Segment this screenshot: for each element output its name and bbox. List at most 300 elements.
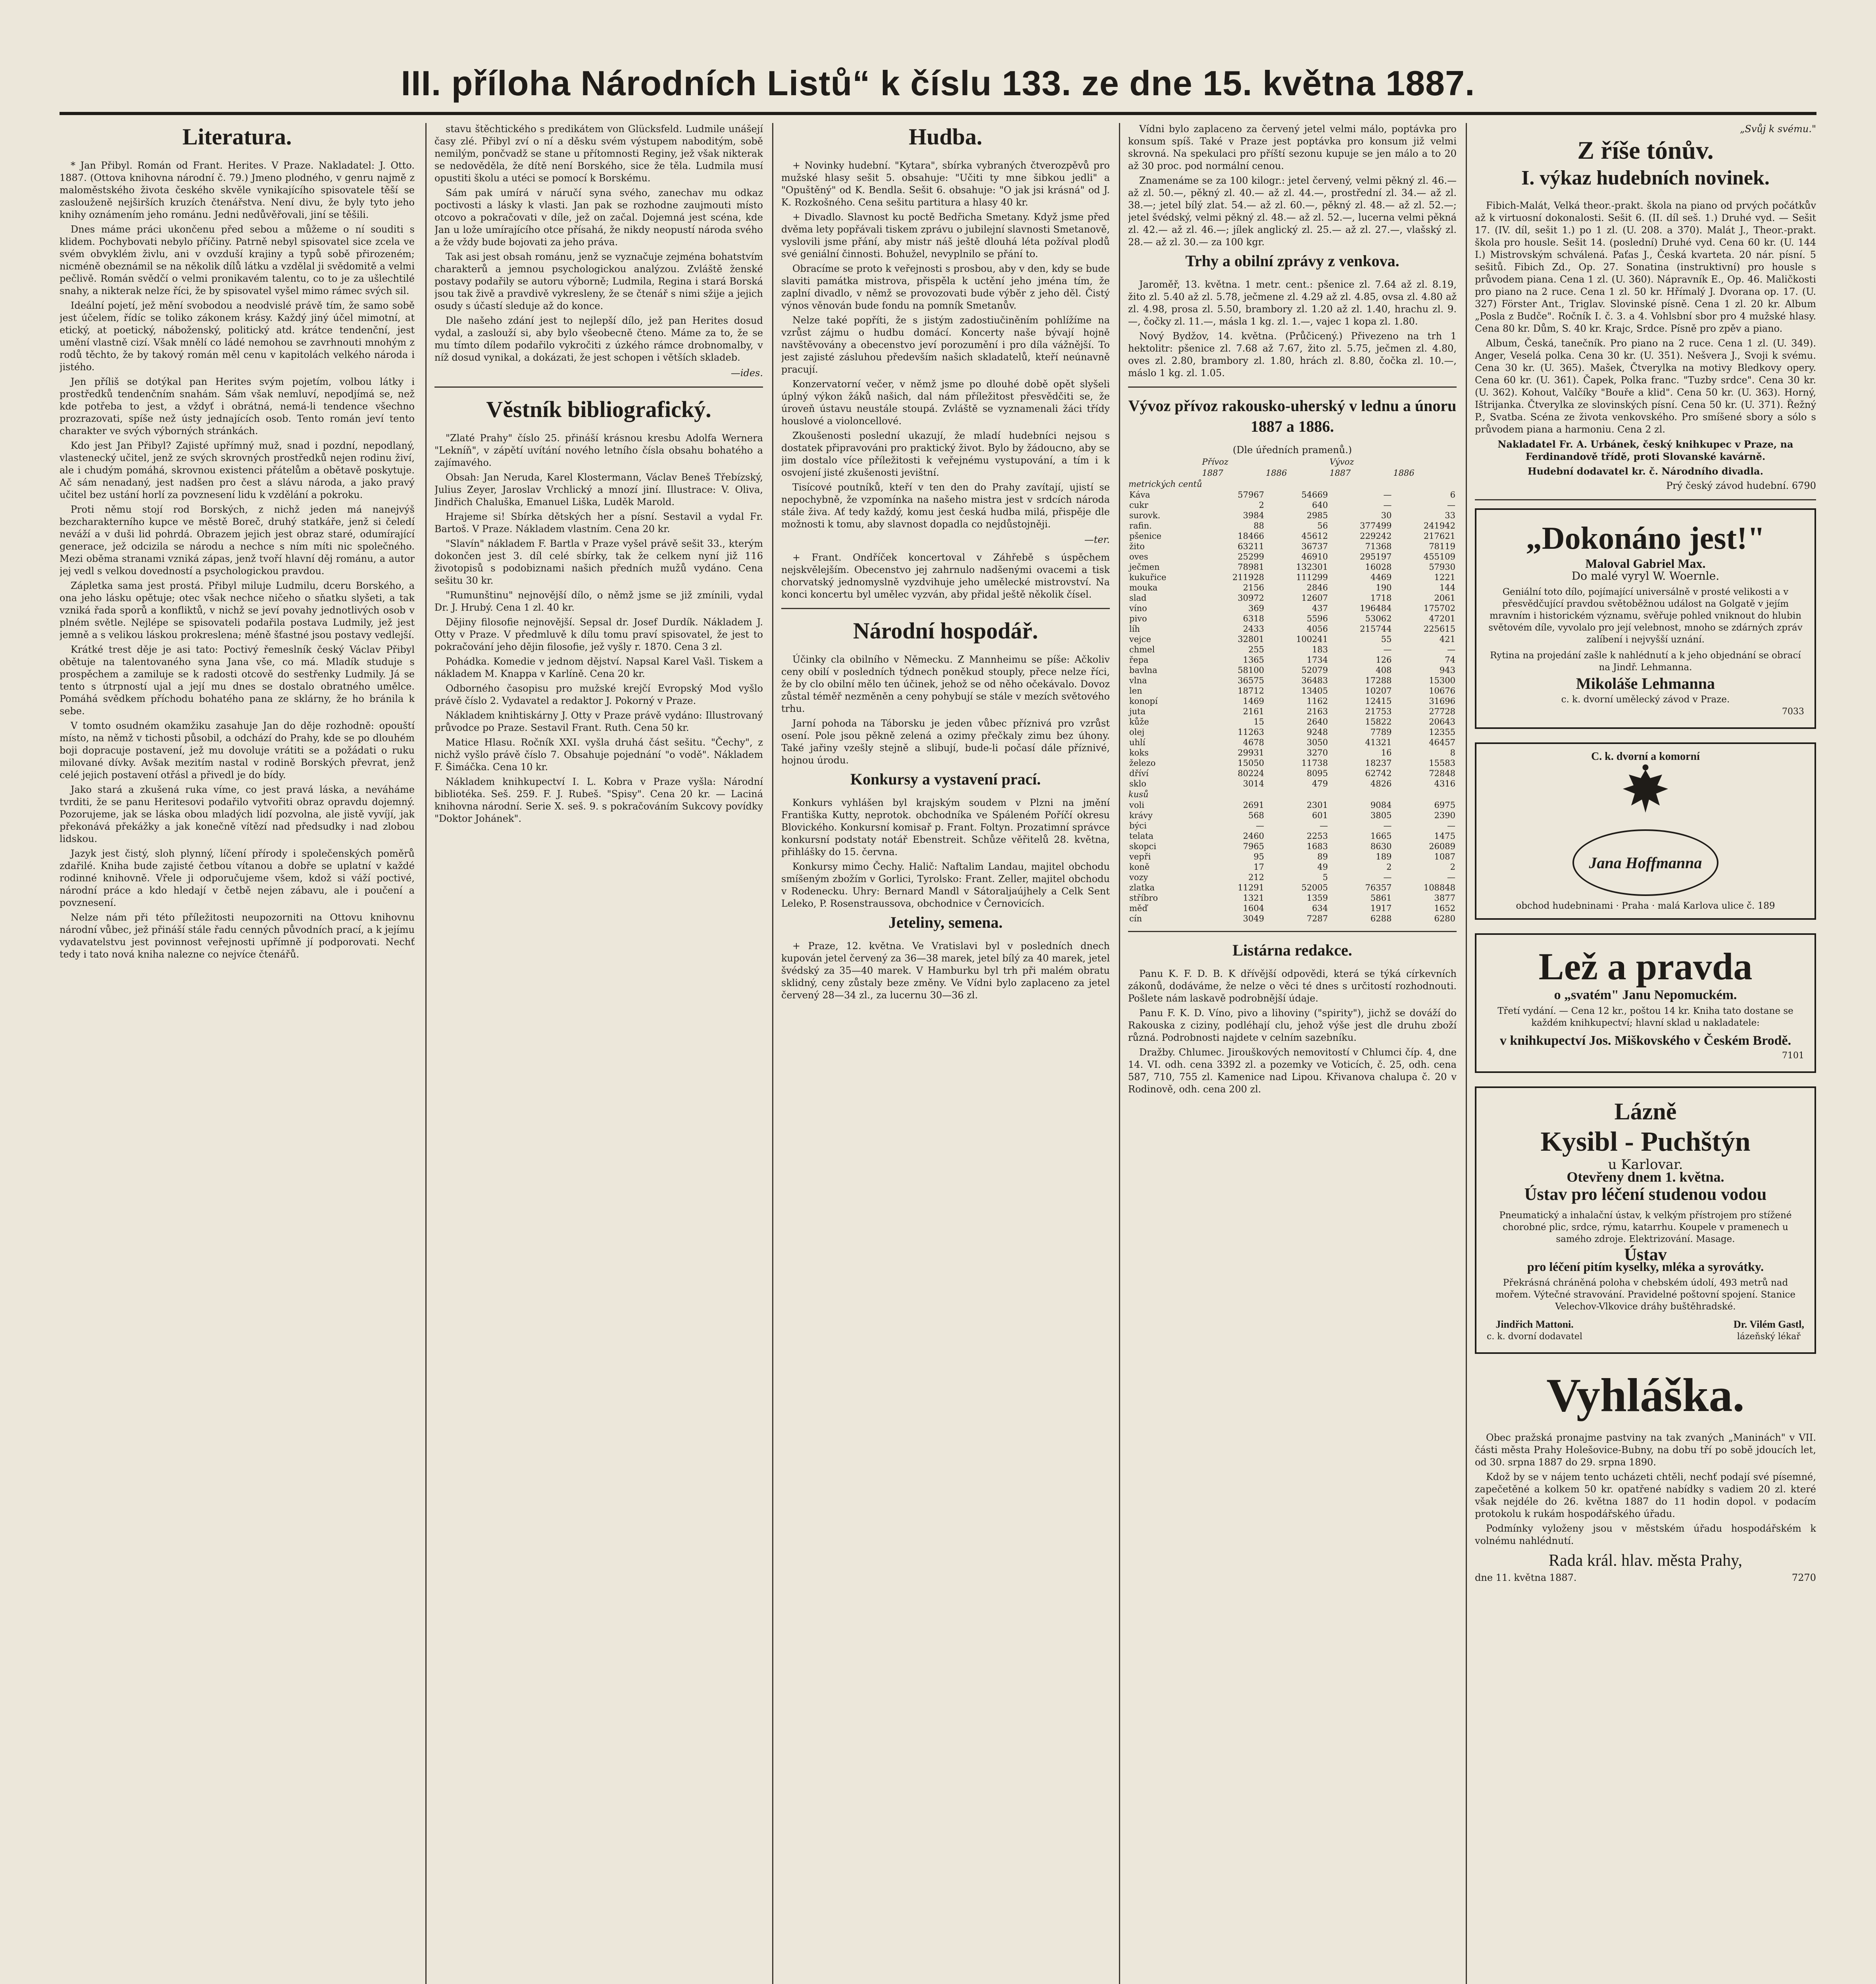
article-paragraph: Tisícové poutníků, kteří v ten den do Prahy zavítají, ujistí se nepochybně, že vzpomínka na našeho mistra jest v srdcích národa stále živa. Ať tedy každý, komu jest česká hudba milá, přispěje dle možnosti k tomu, aby slavnost dopadla co nejdůstojněji. (781, 482, 1110, 530)
table-cell: krávy (1129, 811, 1153, 820)
ad-signature-owner: Jindřich Mattoni. c. k. dvorní dodavatel (1487, 1319, 1583, 1342)
table-cell: chmel (1129, 645, 1155, 654)
table-cell: uhlí (1129, 738, 1146, 747)
table-cell: 1321 (1243, 893, 1265, 903)
ad-headline: Kysibl - Puchštýn (1540, 1127, 1751, 1157)
table-cell: býci (1129, 821, 1147, 831)
table-row (1128, 696, 1457, 706)
table-cell: 15050 (1238, 758, 1265, 768)
table-cell: 126 (1376, 655, 1392, 665)
column-advertisements (1475, 123, 1816, 1984)
table-cell: 377499 (1360, 521, 1392, 531)
column-divider (425, 123, 427, 1984)
table-cell: 8095 (1307, 769, 1328, 778)
table-header: 1886 (1266, 468, 1287, 478)
table-cell: pivo (1129, 614, 1147, 623)
article-paragraph: Tak asi jest obsah románu, jenž se vyznačuje zejména bohatstvím charakterů a jemnou psychologickou analýzou. Zvláště ženské postavy podařily se autoru výborně; Ludmila, Regina i stará Borská jsou tak živě a pravdivě vykresleny, že se čtenář s nimi sžije a jejich osudy s účastí sleduje až do konce. (434, 251, 763, 311)
table-cell: 1365 (1243, 655, 1265, 665)
table-header: 1886 (1393, 468, 1415, 478)
table-cell: cukr (1129, 500, 1149, 510)
table-cell: 5596 (1307, 614, 1328, 623)
article-paragraph: + Praze, 12. května. Ve Vratislavi byl v posledních dnech kupován jetel červený za 36—38 marek, jetel bílý za 40 marek, jetel švédský za 35—40 marek. V Hamburku byl trh při malém obratu sklidný, ceny zůstaly beze změny. Ve Vídni bylo zaplaceno za jetel červený 28—34 zl., za lucernu 30—36 zl. (781, 940, 1110, 1001)
article-paragraph: stavu štěchtického s predikátem von Glücksfeld. Ludmile unášejí časy zlé. Přibyl zví o ní a děsku svém výstupem naboditým, sobě nemilým, pončvadž se stane u přítomnosti Reginy, jež však nikterak se nedověděla, že dítě není Borského, sice že těla. Ludmila musí opustiti školu a utéci se pomocí k Borskému. (434, 123, 763, 184)
table-cell: 295197 (1360, 552, 1392, 561)
ad-subtitle: Ústav pro léčení studenou vodou (1524, 1184, 1767, 1204)
table-cell: 241942 (1423, 521, 1455, 531)
table-cell: 1359 (1307, 893, 1328, 903)
table-cell: — (1447, 645, 1455, 654)
table-cell: 88 (1253, 521, 1265, 531)
table-cell: 6318 (1243, 614, 1265, 623)
table-cell: 4826 (1370, 779, 1392, 788)
column-markets-trade (1128, 123, 1457, 1984)
table-cell: 1087 (1434, 852, 1455, 861)
publisher-note: Hudební dodavatel kr. č. Národního divadla. (1528, 465, 1763, 477)
table-cell: 3014 (1243, 779, 1265, 788)
table-cell: 71368 (1365, 542, 1392, 551)
section-title-trhy: Trhy a obilní zprávy z venkova. (1185, 252, 1399, 270)
ad-body: Pneumatický a inhalační ústav, k velkým přístrojem pro stížené chorobné plic, srdce, rýmu, katarrhu. Koupele v pramenech u samého zdroje. Elektrizování. Masage. (1499, 1210, 1792, 1244)
section-title-narodni-hospodar: Národní hospodář. (853, 618, 1038, 644)
article-paragraph: Sám pak umírá v náručí syna svého, zanechav mu odkaz poctivosti a lásky k vlasti. Jan pak se rozhodne zaujmouti místo otcovo a pokračovati v díle, jež on začal. Dojemná jest scéna, kde Jan u lože umírajícího otce přísahá, že nikdy neopustí národa svého a že vždy bude bojovati za jeho práva. (434, 187, 763, 248)
section-title-literatura: Literatura. (182, 124, 292, 150)
table-cell: 15 (1253, 717, 1265, 727)
table-cell: 2161 (1243, 707, 1265, 716)
table-cell: 17288 (1365, 676, 1392, 685)
column-literatura (60, 123, 415, 1984)
table-cell: 1469 (1243, 696, 1265, 706)
table-cell: 943 (1439, 665, 1455, 675)
table-cell: 36483 (1301, 676, 1328, 685)
ad-headline: „Dokonáno jest!" (1526, 521, 1765, 556)
table-cell: 11263 (1238, 727, 1265, 737)
table-cell: 479 (1312, 779, 1328, 788)
table-cell: 21753 (1365, 707, 1392, 716)
table-row (1128, 624, 1457, 634)
table-cell: — (1256, 821, 1265, 831)
table-cell: Káva (1129, 490, 1150, 500)
article-paragraph: Dražby. Chlumec. Jirouškových nemovitostí v Chlumci číp. 4, dne 14. VI. odh. cena 3392 zl. a pozemky ve Voticích, č. 25, odh. cena 587, 710, 755 zl. Kamenice nad Lipou. Křivanova chalupa č. 20 v Rodinově, odh. cena 200 zl. (1128, 1047, 1457, 1095)
table-cell: 31696 (1429, 696, 1455, 706)
table-cell: 1221 (1434, 573, 1455, 582)
table-cell: slad (1129, 593, 1147, 603)
table-cell: 25299 (1238, 552, 1265, 561)
table-row (1128, 903, 1457, 913)
table-cell: 26089 (1429, 842, 1455, 851)
table-cell: 408 (1376, 665, 1392, 675)
table-cell: 255 (1248, 645, 1265, 654)
table-cell: 32801 (1238, 634, 1265, 644)
article-paragraph: Konzervatorní večer, v němž jsme po dlouhé době opět slyšeli úplný výkon žáků našich, dal nám příležitost přesvědčiti se, že úroveň ústavu neustále stoupá. Zvláště se vyznamenali žáci třídy houslové a violoncellové. (781, 379, 1110, 427)
table-cell: 2061 (1434, 593, 1455, 603)
publisher-slogan: Prý český závod hudební. 6790 (1666, 480, 1816, 491)
notice-signatory: Rada král. hlav. města Prahy, (1549, 1551, 1742, 1570)
table-body-livestock (1128, 800, 1457, 882)
table-unit-label: metrických centů (1128, 479, 1202, 489)
author-signature: —ides. (730, 367, 763, 379)
table-cell: 95 (1253, 852, 1265, 861)
table-header-row (1128, 456, 1457, 467)
table-cell: 1162 (1307, 696, 1328, 706)
article-paragraph: Nový Bydžov, 14. května. (Průčicený.) Přivezeno na trh 1 hektolitr: pšenice zl. 7.68 až 7.67, žito zl. 5.75, ječmen zl. 4.80, oves zl. 2.80, brambory zl. 1.80, hrách zl. 8.80, čočka zl. 10.—, máslo 1 kg. zl. 1.05. (1128, 331, 1457, 379)
ad-headline: Lázně (1614, 1098, 1677, 1125)
table-cell: 601 (1312, 811, 1328, 820)
table-row (1128, 717, 1457, 727)
table-cell: 18712 (1238, 686, 1265, 696)
table-row (1128, 800, 1457, 810)
table-cell: rafin. (1129, 521, 1152, 531)
table-cell: 175702 (1423, 604, 1455, 613)
table-cell: 421 (1439, 634, 1455, 644)
table-body-metals (1128, 882, 1457, 924)
table-row (1128, 593, 1457, 603)
table-cell: — (1383, 821, 1392, 831)
section-rule (781, 608, 1110, 609)
table-cell: 78981 (1238, 562, 1265, 572)
corner-slogan: „Svůj k svému." (1740, 123, 1816, 135)
bibliography-entry: Nákladem knihtiskárny J. Otty v Praze právě vydáno: Illustrovaný průvodce po Praze. Sestavil Frant. Ruth. Cena 50 kr. (434, 710, 763, 733)
column-divider (1119, 123, 1120, 1984)
table-cell: 16028 (1365, 562, 1392, 572)
table-cell: 2 (1386, 862, 1392, 872)
table-cell: stříbro (1129, 893, 1158, 903)
table-header: Přívoz (1202, 457, 1228, 467)
table-header (1393, 456, 1457, 467)
notice-paragraph: Obec pražská pronajme pastviny na tak zvaných „Maninách" v VII. části města Prahy Holešovice-Bubny, na dobu tří po sobě jdoucích let, od 30. srpna 1887 do 29. srpna 1890. (1475, 1432, 1816, 1468)
table-cell: dříví (1129, 769, 1149, 778)
table-cell: 108848 (1423, 883, 1455, 892)
table-cell: 100241 (1296, 634, 1328, 644)
section-rule (1128, 386, 1457, 388)
table-cell: 11291 (1238, 883, 1265, 892)
bibliography-entry: Hrajeme si! Sbírka dětských her a písní. Sestavil a vydal Fr. Bartoš. V Praze. Nákladem vlastním. Cena 20 kr. (434, 511, 763, 534)
article-paragraph: Dnes máme práci ukončenu před sebou a můžeme o ní souditi s klidem. Pochybovati nebylo příčiny. Patrně nebyl spisovatel sice zcela ve svém obvyklém živlu, ani v ovzduší krajiny a typů sobě přirozeném; nicméně obeznámil se na několik dílů látku a vzdělal ji svědomitě a velmi pečlivě. Román svědčí o velmi pronikavém talentu, co to je za ušlechtilé snahy, a nikterak nelze říci, že by spisovatel vyšel mimo rámec svých sil. (60, 224, 415, 296)
table-cell: sklo (1129, 779, 1146, 788)
bibliography-entry: Matice Hlasu. Ročník XXI. vyšla druhá část sešitu. "Čechy", z nichž vyšlo právě číslo 7. Obsahuje pojednání "o vodě". Nákladem F. Šimáčka. Cena 10 kr. (434, 737, 763, 773)
table-row (1128, 913, 1457, 924)
table-cell: 2640 (1307, 717, 1328, 727)
table-cell: 2 (1259, 500, 1265, 510)
table-cell: žito (1129, 542, 1145, 551)
table-cell: 4056 (1307, 624, 1328, 634)
table-row (1128, 675, 1457, 686)
bibliography-entry: "Rumunštinu" nejnovější dílo, o němž jsme se již zmínili, vydal Dr. J. Hrubý. Cena 1 zl. 40 kr. (434, 590, 763, 613)
table-cell: 2163 (1307, 707, 1328, 716)
ad-publisher: v knihkupectví Jos. Miškovského v Českém Brodě. (1499, 1033, 1791, 1048)
table-header (1128, 456, 1201, 467)
table-row (1128, 613, 1457, 624)
table-cell: konopí (1129, 696, 1158, 706)
table-cell: 12607 (1301, 593, 1328, 603)
table-cell: 568 (1248, 811, 1265, 820)
table-row (1128, 893, 1457, 903)
table-cell: 2390 (1434, 811, 1455, 820)
table-cell: skopci (1129, 842, 1157, 851)
article-paragraph: Zkoušenosti poslední ukazují, že mladí hudebníci nejsou s dostatek připravováni pro praktický život. Bylo by žádoucno, aby se jim dostalo více příležitosti k veřejnému vystupování, a tím i k osvojení jisté zkušenosti jevištní. (781, 430, 1110, 478)
table-cell: 6975 (1434, 800, 1455, 810)
table-cell: cín (1129, 914, 1142, 923)
article-paragraph: Nelze nám při této příležitosti neupozorniti na Ottovu knihovnu národní vůbec, jež přináší stále řadu cenných původních prací, a k jejímu vydavatelstvu jest povinnost veřejnosti upřímně jí podporovati. Nechť tedy i tato nová kniha nalezne co nejvíce čtenářů. (60, 912, 415, 960)
table-cell: 132301 (1296, 562, 1328, 572)
ad-number: 7033 (1782, 707, 1804, 717)
table-row (1128, 831, 1457, 841)
table-cell: — (1383, 500, 1392, 510)
imperial-eagle-icon (1616, 763, 1675, 822)
table-header (1128, 467, 1201, 479)
article-paragraph: V tomto osudném okamžiku zasahuje Jan do děje rozhodně: opouští místo, na němž v tichosti působil, a odchází do Prahy, kde se po dlouhém boji dopracuje postavení, jež mu dovoluje vrátiti se a požádati o ruku milované dívky. Avšak mezitím nastal v rodině Borských převrat, jenž celé jejich postavení otřásl a přivedl je do bídy. (60, 720, 415, 781)
table-cell: vepři (1129, 852, 1151, 861)
table-cell: 212 (1248, 873, 1265, 882)
table-cell: 634 (1312, 904, 1328, 913)
ad-hoffmann (1475, 742, 1816, 920)
table-cell: 45612 (1301, 531, 1328, 541)
ad-body: Geniální toto dílo, pojímající universálně v prosté velikosti a v přesvědčující pravdou světoběžnou událost na Golgatě v jejím mravním i historickém významu, svěřuje pohled vniknout do hlubin světovém díle, vyvolalo pro její velebnost, mnoho se zdárných zpráv zalíbení i nejvyšší uznání. (1488, 587, 1803, 645)
table-cell: — (1447, 873, 1455, 882)
table-row (1128, 665, 1457, 675)
table-cell: len (1129, 686, 1142, 696)
article-paragraph: * Jan Přibyl. Román od Frant. Herites. V Praze. Nakladatel: J. Otto. 1887. (Ottova knihovna národní č. 79.) Jmeno plodného, v genru najmě z maloměstského života českého skvěle vynikajícího spisovatele těší se zaslouženě nejširších kruzích čtenářstva. Není divu, že byly tyto jeho knihy oznámením jeho románu. Jedni nedůvěřovali, jiní se těšili. (60, 160, 415, 220)
article-paragraph: Vídni bylo zaplaceno za červený jetel velmi málo, poptávka pro konsum spíš. Také v Praze jest poptávka pro konsum již velmi skrovná. Na spekulaci pro příští sezonu kupuje se jen málo a to 20 až 30 proc. pod normální cenou. (1128, 123, 1457, 171)
article-paragraph: Znamenáme se za 100 kilogr.: jetel červený, velmi pěkný zl. 46.— až zl. 50.—, pěkný zl. 40.— až zl. 44.—, prostřední zl. 34.— až zl. 38.—; jetel bílý zlat. 54.— až zl. 60.—, pěkný zl. 48.— až zl. 52.—; jetel švédský, velmi pěkný zl. 48.— až zl. 52.—, lucerna velmi pěkná zl. 42.— až zl. 46.—; jílek anglický zl. 25.— až zl. 27.—, vlašský zl. 28.— až zl. 30.— za 100 kgr. (1128, 175, 1457, 248)
table-cell: 1665 (1370, 831, 1392, 841)
table-row (1128, 841, 1457, 852)
table-cell: 144 (1439, 583, 1455, 592)
table-header: 1887 (1202, 468, 1223, 478)
table-cell: 7965 (1243, 842, 1265, 851)
table-cell: 1652 (1434, 904, 1455, 913)
hoffmann-logo: Jana Hoffmanna (1572, 829, 1718, 896)
table-cell: řepa (1129, 655, 1149, 665)
table-row (1128, 490, 1457, 500)
table-row (1128, 862, 1457, 872)
table-cell: kůže (1129, 717, 1149, 727)
table-row (1128, 706, 1457, 717)
table-cell: 3270 (1307, 748, 1328, 757)
table-row (1128, 748, 1457, 758)
table-cell: 2691 (1243, 800, 1265, 810)
table-row (1128, 500, 1457, 510)
table-cell: 54669 (1301, 490, 1328, 500)
notice-paragraph: Podmínky vyloženy jsou v městském úřadu hospodářském k volnému nahlédnutí. (1475, 1523, 1816, 1546)
table-cell: bavlna (1129, 665, 1157, 675)
ad-subtitle: Ústav (1624, 1245, 1667, 1264)
notice-title: Vyhláška. (1546, 1369, 1745, 1421)
table-cell: zlatka (1129, 883, 1155, 892)
table-cell: olej (1129, 727, 1145, 737)
table-cell: 3877 (1434, 893, 1455, 903)
table-cell: 6280 (1434, 914, 1455, 923)
notice-date: dne 11. května 1887. (1475, 1572, 1577, 1583)
table-row (1128, 531, 1457, 541)
table-cell: 8630 (1370, 842, 1392, 851)
table-cell: 4469 (1370, 573, 1392, 582)
table-cell: vozy (1129, 873, 1148, 882)
article-paragraph: Panu K. F. D. B. K dřívější odpovědi, která se týká církevních zákonů, dodáváme, že nelze o věci té dnes s určitostí rozhodnouti. Pošlete nám laskavě podrobnější údaje. (1128, 968, 1457, 1004)
table-header: Vývoz (1329, 457, 1354, 467)
table-cell: měď (1129, 904, 1148, 913)
table-row (1128, 872, 1457, 882)
table-cell: 30972 (1238, 593, 1265, 603)
article-paragraph: Jaroměř, 13. května. 1 metr. cent.: pšenice zl. 7.64 až zl. 8.19, žito zl. 5.40 až zl. 5.78, ječmene zl. 4.29 až zl. 4.85, ovsa zl. 4.80 až zl. 4.98, prosa zl. 5.50, brambory zl. 1.20 až zl. 1.40, hrachu zl. 9.—, čočky zl. 11.—, másla 1 kg. zl. 1.—, vajec 1 kopa zl. 1.80. (1128, 279, 1457, 327)
table-cell: 89 (1317, 852, 1328, 861)
table-cell: 12355 (1429, 727, 1455, 737)
table-body-goods (1128, 490, 1457, 789)
table-cell: vejce (1129, 634, 1151, 644)
article-paragraph: + Novinky hudební. "Kytara", sbírka vybraných čtverozpěvů pro mužské hlasy sešit 5. obsahuje: "Učiti ty mne šibkou jedli" a "Opuštěný" od K. Bendla. Sešit 6. obsahuje: "O jak jsi krásná" od J. K. Rozkošného. Cena sešitu partitura a hlasy 40 kr. (781, 160, 1110, 208)
article-paragraph: Dle našeho zdání jest to nejlepší dílo, jež pan Herites dosud vydal, a zaslouží si, aby bylo všeobecně čteno. Máme za to, že se mu tímto dílem podařilo vykročiti z úzkého rámce drobnomalby, v níž dosud vynikal, a dokázati, že jest schopen i větších skladeb. (434, 315, 763, 363)
table-cell: 3805 (1370, 811, 1392, 820)
table-cell: 49 (1317, 862, 1328, 872)
ad-lazne-kysibl (1475, 1086, 1816, 1354)
table-cell: 63211 (1238, 542, 1265, 551)
table-cell: 11738 (1301, 758, 1328, 768)
table-cell: 225615 (1423, 624, 1455, 634)
table-row (1128, 727, 1457, 737)
table-source-note: (Dle úředních pramenů.) (1232, 444, 1352, 456)
table-cell: 74 (1445, 655, 1455, 665)
table-cell: 3049 (1243, 914, 1265, 923)
table-cell: 10207 (1365, 686, 1392, 696)
section-title-hudba: Hudba. (909, 124, 982, 150)
ad-signature-doctor: Dr. Vilém Gastl, lázeňský lékař (1733, 1319, 1804, 1342)
table-row (1128, 562, 1457, 572)
trade-table (1128, 456, 1457, 924)
table-cell: 15300 (1429, 676, 1455, 685)
section-rule (1475, 499, 1816, 500)
table-cell: 1718 (1370, 593, 1392, 603)
table-cell: 33 (1445, 511, 1455, 520)
ad-title-vykaz: I. výkaz hudebních novinek. (1521, 167, 1770, 189)
table-cell: 7287 (1307, 914, 1328, 923)
table-cell: oves (1129, 552, 1148, 561)
table-row (1128, 634, 1457, 644)
table-cell: mouka (1129, 583, 1158, 592)
ad-top-line: C. k. dvorní a komorní (1591, 750, 1700, 763)
table-cell: 36575 (1238, 676, 1265, 685)
article-paragraph: + Frant. Ondříček koncertoval v Záhřebě s úspěchem nejskvělejším. Obecenstvo jej zahrnulo nadšenými ovacemi a tisk chorvatský jednomyslně vyzdvihuje jeho umělecké mistrovství. Na konci koncertu byl umělec vyzván, aby přidal ještě několik čísel. (781, 552, 1110, 600)
table-cell: 10676 (1429, 686, 1455, 696)
ad-signatures (1487, 1318, 1804, 1343)
table-cell: 3984 (1243, 511, 1265, 520)
article-paragraph: Účinky cla obilního v Německu. Z Mannheimu se píše: Ačkoliv ceny obilí v posledních týdnech poněkud stouply, přece nelze říci, že by clo obilní mělo ten účinek, jehož se od něho očekávalo. Dovoz zůstal téměř nezměněn a ceny pohybují se stále v mezích světového trhu. (781, 654, 1110, 714)
table-cell: pšenice (1129, 531, 1162, 541)
article-paragraph: Zápletka sama jest prostá. Přibyl miluje Ludmilu, dceru Borského, a ona jeho lásku opětuje; otec však nechce ničeho o sňatku slyšeti, a tak vzniká řada sporů a konfliktů, v nichž se jeví povahy jednotlivých osob v plném světle. Nejlépe se spisovateli podařila postava Ludmily, jež jest jemně a s velikou láskou prokreslena; méně šťastné jsou postavy vedlejší. (60, 580, 415, 640)
table-cell: juta (1129, 707, 1146, 716)
table-row (1128, 686, 1457, 696)
ad-subtitle: Do malé vyryl W. Woernle. (1571, 569, 1720, 583)
table-cell: 72848 (1429, 769, 1455, 778)
bibliography-entry: Odborného časopisu pro mužské krejčí Evropský Mod vyšlo právě číslo 2. Vydavatel a redaktor J. Pokorný v Praze. (434, 683, 763, 706)
table-cell: 17 (1253, 862, 1265, 872)
table-cell: 57930 (1429, 562, 1455, 572)
ad-body: Třetí vydání. — Cena 12 kr., poštou 14 kr. Kniha tato dostane se každém knihkupectví; hlavní sklad u nakladatele: (1497, 1006, 1793, 1028)
table-cell: — (1383, 873, 1392, 882)
table-cell: 9248 (1307, 727, 1328, 737)
table-cell: koně (1129, 862, 1150, 872)
article-paragraph: Nelze také popříti, že s jistým zadostiučiněním pohlížíme na vzrůst zájmu o hudbu domácí. Koncerty naše bývají hojně navštěvovány a obecenstvo jeví porozumění i pro díla vážnější. To jest zajisté zásluhou především našich skladatelů, kteří neúnavně pracují. (781, 315, 1110, 375)
bibliography-entry: Dějiny filosofie nejnovější. Sepsal dr. Josef Durdík. Nákladem J. Otty v Praze. V předmluvě k dílu tomu praví spisovatel, že jest to pokračování jeho dějin filosofie, jež vyšly r. 1870. Cena 3 zl. (434, 617, 763, 652)
table-cell: 190 (1376, 583, 1392, 592)
ad-subtitle: Maloval Gabriel Max. (1585, 556, 1706, 571)
bibliography-entry: Nákladem knihkupectví I. L. Kobra v Praze vyšla: Národní bibliotéka. Seš. 259. F. J. Rubeš. "Spisy". Cena 20 kr. — Laciná knihovna národní. Serie X. seš. 9. s pokračováním Sukcovy povídky "Doktor Johánek". (434, 776, 763, 824)
table-cell: 6288 (1370, 914, 1392, 923)
ad-body: Rytina na projedání zašle k nahlédnutí a k jeho objednání se obrací na Jindř. Lehmanna. (1490, 650, 1801, 673)
section-title-konkursy: Konkursy a vystavení prací. (850, 770, 1041, 788)
table-cell: 8 (1450, 748, 1455, 757)
table-cell: 2460 (1243, 831, 1265, 841)
table-cell: koks (1129, 748, 1149, 757)
music-list: Fibich-Malát, Velká theor.-prakt. škola na piano od prvých počátkův až k virtuosní dokonalosti. Sešit 6. (II. díl seš. 1.) Druhé vyd. — Sešit 17. (IV. díl, sešit 1.) po 1 zl. (U. 208. a 370). Malát J., Theor.-prakt. škola pro housle. Sešit 14. (poslední) Druhé vyd. Cena 60 kr. (U. 144 I.) Mistrovským schválená. Paťas J., Česká kvarteta. 20 nár. písní. 5 sešitů. Fibich Zd., Op. 27. Sonatina (instruktivní) pro housle s průvodem piana. Cena 1 zl. (U. 360). Nápravník E., Op. 46. Maličkosti pro piano na 2 ruce. Cena 1 zl. 50 kr. Hřímalý J. Dvorana op. 17. (U. 327) Förster Ant., Triglav. Slovinské písně. Cena 1 zl. 20 kr. Album „Posla z Budče". Ročník I. č. 3. a 4. Vohlsbní sbor pro 4 mužské hlasy. Cena 80 kr. Dům, S. 40 kr. Krajc, Srdce. Písně pro zpěv a piano. (1475, 200, 1816, 334)
table-cell: 15822 (1365, 717, 1392, 727)
table-cell: 1604 (1243, 904, 1265, 913)
table-cell: 215744 (1360, 624, 1392, 634)
table-cell: 30 (1381, 511, 1392, 520)
article-paragraph: Obracíme se proto k veřejnosti s prosbou, aby v den, kdy se bude slaviti památka mistrova, přispěla k uctění jeho jména tím, že zaplní divadlo, v němž se provozovati bude výběr z jeho děl. Čistý výnos věnován bude fondu na pomník Smetanův. (781, 263, 1110, 311)
table-cell: 111299 (1296, 573, 1328, 582)
table-row (1128, 644, 1457, 655)
ad-company-note: c. k. dvorní umělecký závod v Praze. (1561, 694, 1730, 705)
table-row (1128, 882, 1457, 893)
table-cell: 56 (1317, 521, 1328, 531)
table-cell: železo (1129, 758, 1156, 768)
table-cell: 62742 (1365, 769, 1392, 778)
table-header (1265, 456, 1329, 467)
article-paragraph: Proti němu stojí rod Borských, z nichž jeden má nanejvýš bezcharakterního kupce ve městě Boreč, druhý statkáře, jenž si čeledí neváží a v duši lid pohrdá. Obrazem jejich jest obraz staré, odumírající generace, jež odcizila se národu a nechce s ním míti nic společného. Mezi oběma stranami vzniká zápas, jenž tvoří hlavní děj románu, a autor jej vedl s velkou dovedností a psychologickou pravdou. (60, 504, 415, 577)
table-unit-label: kusů (1128, 790, 1149, 799)
table-cell: 229242 (1360, 531, 1392, 541)
article-paragraph: Panu F. K. D. Víno, pivo a lihoviny ("spirity"), jichž se dováží do Rakouska z ciziny, podléhají clu, jehož výše jest dle druhu zboží různá. Podrobnosti najdete v celním sazebníku. (1128, 1007, 1457, 1043)
table-cell: 52079 (1301, 665, 1328, 675)
table-cell: 2156 (1243, 583, 1265, 592)
section-title-vyvoz-privoz: Vývoz přívoz rakousko-uherský v lednu a únoru 1887 a 1886. (1128, 397, 1457, 435)
ad-title-rise-tonuv: Z říše tónův. (1577, 136, 1714, 164)
section-rule (434, 386, 763, 388)
table-cell: 47201 (1429, 614, 1455, 623)
table-cell: 6 (1450, 490, 1455, 500)
table-cell: — (1383, 490, 1392, 500)
table-cell: 57967 (1238, 490, 1265, 500)
table-cell: 2 (1450, 862, 1455, 872)
table-cell: 1734 (1307, 655, 1328, 665)
table-cell: 437 (1312, 604, 1328, 613)
notice-footer (1475, 1572, 1816, 1584)
ad-company: Mikoláše Lehmanna (1576, 675, 1715, 692)
table-cell: 36737 (1301, 542, 1328, 551)
table-row (1128, 572, 1457, 583)
table-year-row (1128, 467, 1457, 479)
table-row (1128, 810, 1457, 821)
table-row (1128, 583, 1457, 593)
ad-subtitle: u Karlovar. (1608, 1157, 1683, 1173)
table-row (1128, 821, 1457, 831)
bibliography-entry: "Slavín" nákladem F. Bartla v Praze vyšel právě sešit 33., kterým dokončen jest 3. díl celé sbírky, tak že celkem nyní již 116 životopisů s podobiznami našich předních mužů vydáno. Cena sešitu 30 kr. (434, 538, 763, 586)
author-signature: —ter. (1084, 534, 1110, 545)
section-title-listarna: Listárna redakce. (1232, 941, 1352, 959)
table-cell: 46910 (1301, 552, 1328, 561)
table-cell: 27728 (1429, 707, 1455, 716)
table-cell: 4678 (1243, 738, 1265, 747)
article-paragraph: Jarní pohoda na Táborsku je jeden vůbec příznivá pro vzrůst osení. Pole jsou pěkně zelená a ozimy přečkaly zimu bez úhony. Také jařiny vzešly stejně a slibují, bude-li počasí dále příznivé, hojnou úrodu. (781, 718, 1110, 766)
table-cell: — (1383, 645, 1392, 654)
article-paragraph: Kdo jest Jan Přibyl? Zajisté upřímný muž, snad i pozdní, nepodlaný, vlastenecký učitel, jenž ze svých skrovných prostředků nejen rodinu živí, ale i chudým pomáhá, skrovnou existenci přátelům a obětavě poskytuje. Ač sám nenadaný, jest nadšen pro čest a slávu národa, a jako pravý učitel bez ustání horlí za povznesení lidu k vzdělání a pokroku. (60, 440, 415, 500)
table-cell: 3050 (1307, 738, 1328, 747)
article-paragraph: Krátké trest děje je asi tato: Poctivý řemeslník český Václav Přibyl obětuje na talentovaného syna Jana vše, co má. Mladík studuje s prospěchem a zamiluje se k radosti otcově do sestřenky Ludmily. Já se tento s útrpností ujal a její mu dnes se dostalo obratného umělce. Pomáhá svědkem příchodu bohatého pana ze sklárny, že ho bránila k sebe. (60, 644, 415, 717)
table-cell: 15583 (1429, 758, 1455, 768)
table-cell: 211928 (1232, 573, 1265, 582)
table-cell: 80224 (1238, 769, 1265, 778)
table-cell: 196484 (1360, 604, 1392, 613)
masthead-rule (60, 112, 1816, 115)
